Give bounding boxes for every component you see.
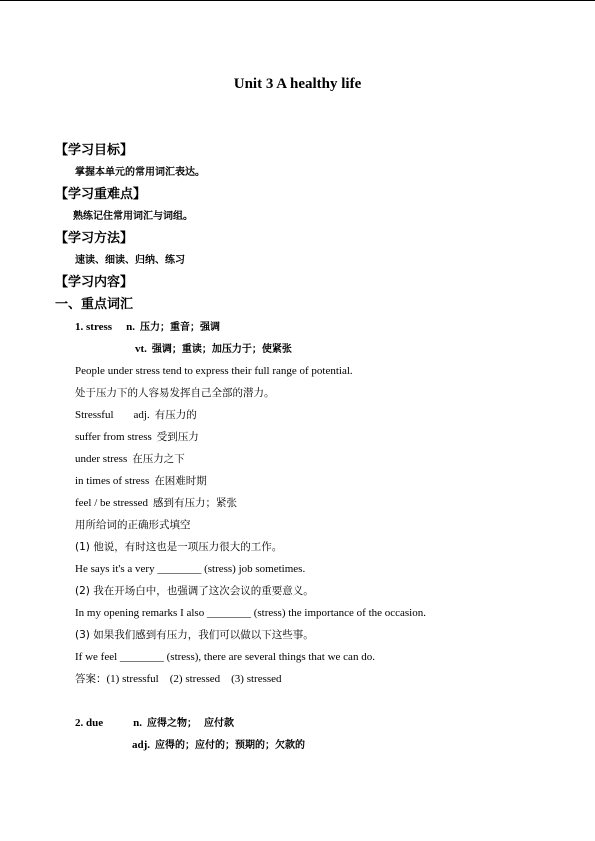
- example-english: People under stress tend to express their full range of potential.: [75, 365, 353, 377]
- key-points-heading: 【学习重难点】: [55, 187, 147, 202]
- entry-due-pos-n: n.: [133, 717, 142, 729]
- entry-stress-pos-vt: vt.: [135, 343, 147, 355]
- entry-due-word: 2. due: [75, 717, 104, 729]
- question-3-chinese: (3) 如果我们感到有压力，我们可以做以下这些事。: [75, 629, 314, 641]
- top-border-line: [0, 0, 595, 1]
- phrase-en: suffer from stress: [75, 431, 152, 443]
- entry-due-adj-line: [132, 738, 305, 753]
- entry-due-meaning-n: 应得之物； 应付款: [147, 718, 234, 729]
- phrase-row: [75, 430, 199, 444]
- page-title: Unit 3 A healthy life: [233, 76, 362, 92]
- question-1-english: He says it's a very ________ (stress) job sometimes.: [75, 563, 306, 575]
- question-2-english: In my opening remarks I also ________ (stress) the importance of the occasion.: [75, 607, 426, 619]
- phrase-row: [75, 452, 185, 466]
- phrase-row: [75, 474, 207, 488]
- entry-due-header: [75, 716, 234, 731]
- phrase-zh: 在压力之下: [132, 453, 185, 465]
- answer-text: (1) stressful (2) stressed (3) stressed: [106, 673, 282, 685]
- entry-stress-meaning-vt: 强调；重读；加压力于；使紧张: [151, 344, 292, 355]
- key-points-text: 熟练记住常用词汇与词组。: [73, 211, 193, 222]
- phrase-en: feel / be stressed: [75, 497, 148, 509]
- goal-heading: 【学习目标】: [55, 143, 134, 158]
- phrase-zh: 在困难时期: [154, 475, 207, 487]
- method-text: 速读、细读、归纳、练习: [75, 255, 185, 266]
- derivative-meaning: 有压力的: [154, 409, 197, 421]
- entry-stress-pos-n: n.: [126, 321, 135, 333]
- method-heading: 【学习方法】: [55, 231, 134, 246]
- entry-due-pos-adj: adj.: [132, 739, 151, 751]
- question-2-chinese: (2) 我在开场白中，也强调了这次会议的重要意义。: [75, 585, 314, 597]
- phrase-zh: 感到有压力；紧张: [153, 497, 237, 509]
- derivative-word: Stressful: [75, 409, 114, 421]
- goal-text: 掌握本单元的常用词汇表达。: [75, 167, 205, 178]
- phrase-row: [75, 496, 237, 510]
- derivative-pos: adj.: [133, 409, 150, 421]
- phrase-en: in times of stress: [75, 475, 150, 487]
- entry-stress-vt-line: [135, 342, 292, 357]
- vocab-heading: 一、重点词汇: [55, 297, 134, 312]
- answer-label: 答案：: [75, 673, 107, 685]
- entry-stress-meaning-n: 压力；重音；强调: [139, 322, 220, 333]
- phrase-en: under stress: [75, 453, 128, 465]
- question-3-english: If we feel ________ (stress), there are several things that we can do.: [75, 651, 375, 663]
- question-1-chinese: (1) 他说，有时这也是一项压力很大的工作。: [75, 541, 283, 553]
- derivative-line: [75, 408, 197, 422]
- content-heading: 【学习内容】: [55, 275, 134, 290]
- entry-stress-header: [75, 320, 220, 335]
- phrase-zh: 受到压力: [156, 431, 199, 443]
- example-chinese: 处于压力下的人容易发挥自己全部的潜力。: [75, 387, 275, 399]
- entry-stress-word: 1. stress: [75, 321, 113, 333]
- exercise-heading: 用所给词的正确形式填空: [75, 519, 191, 531]
- answer-line: [75, 672, 282, 686]
- entry-due-meaning-adj: 应得的；应付的；预期的；欠款的: [155, 740, 306, 751]
